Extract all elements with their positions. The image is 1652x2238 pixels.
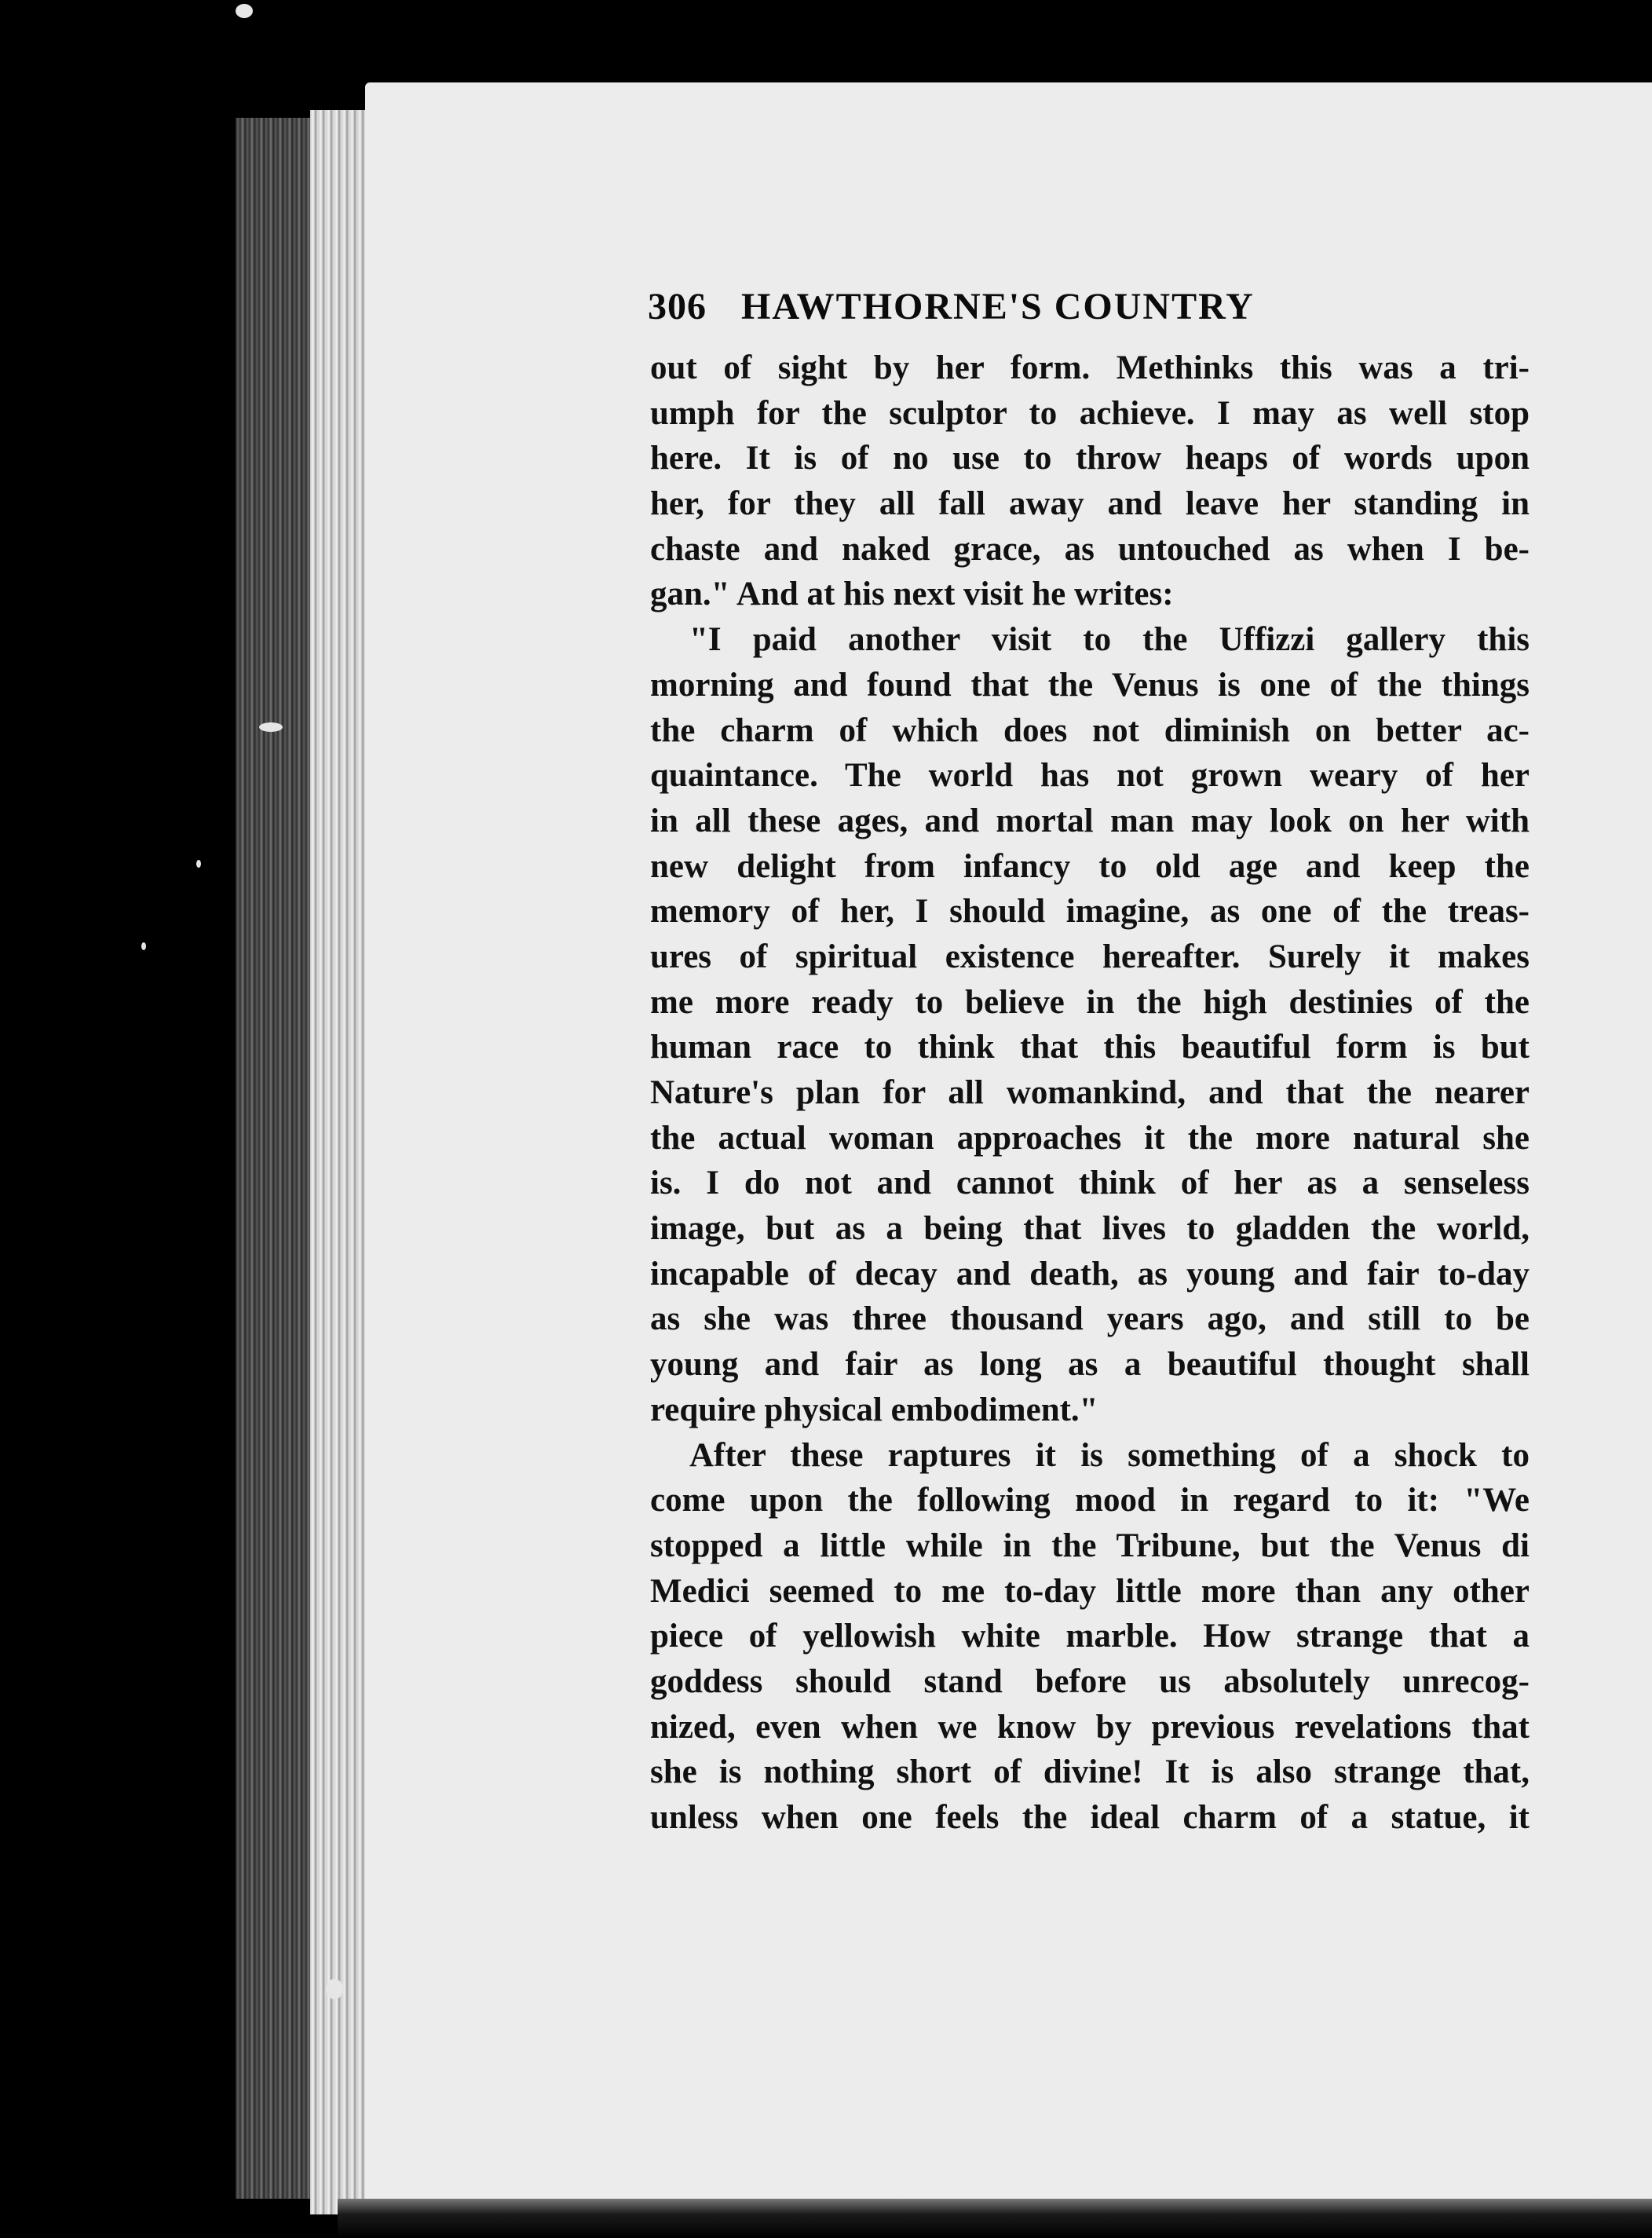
text-line: Nature's plan for all womankind, and that the nearer — [650, 1074, 1530, 1111]
dust-speck — [236, 4, 253, 18]
dust-speck — [141, 942, 146, 950]
text-line: Medici seemed to me to-day little more than any other — [650, 1572, 1530, 1610]
text-line: image, but as a being that lives to gladden the world, — [650, 1210, 1530, 1248]
text-line: "I paid another visit to the Uffizzi gallery this — [689, 621, 1530, 659]
text-line: memory of her, I should imagine, as one of the treas- — [650, 893, 1530, 931]
text-line: human race to think that this beautiful form is but — [650, 1029, 1530, 1066]
text-line: as she was three thousand years ago, and still to be — [650, 1300, 1530, 1338]
text-line: require physical embodiment." — [650, 1391, 1098, 1428]
dust-speck — [196, 860, 201, 868]
text-line: chaste and naked grace, as untouched as when I be- — [650, 530, 1530, 568]
text-line: morning and found that the Venus is one of the things — [650, 666, 1530, 704]
text-line: ures of spiritual existence hereafter. Surely it makes — [650, 938, 1530, 975]
text-line: quaintance. The world has not grown weary of her — [650, 757, 1530, 795]
book-fore-edge — [310, 110, 365, 2214]
text-line: umph for the sculptor to achieve. I may as well stop — [650, 394, 1530, 432]
dust-speck — [326, 1979, 343, 1999]
text-line: goddess should stand before us absolutely unrecog- — [650, 1662, 1530, 1700]
text-line: nized, even when we know by previous revelations that — [650, 1708, 1530, 1746]
text-line: is. I do not and cannot think of her as a senseless — [650, 1165, 1530, 1202]
text-line: unless when one feels the ideal charm of a statue, it — [650, 1799, 1530, 1836]
page-number: 306 — [648, 285, 707, 327]
text-line: the charm of which does not diminish on better ac- — [650, 711, 1530, 749]
text-line: here. It is of no use to throw heaps of words upon — [650, 440, 1530, 477]
text-line: in all these ages, and mortal man may look on her with — [650, 802, 1530, 839]
text-line: After these raptures it is something of a shock to — [689, 1436, 1530, 1474]
body-text — [650, 346, 1530, 1841]
text-line: me more ready to believe in the high destinies of the — [650, 983, 1530, 1021]
text-line: out of sight by her form. Methinks this was a tri- — [650, 349, 1530, 386]
text-line: incapable of decay and death, as young and fair to-day — [650, 1255, 1530, 1293]
text-line: come upon the following mood in regard to it: "We — [650, 1482, 1530, 1519]
text-line: she is nothing short of divine! It is also strange that, — [650, 1753, 1530, 1791]
text-line: her, for they all fall away and leave her standing in — [650, 485, 1530, 523]
text-line: stopped a little while in the Tribune, but the Venus di — [650, 1527, 1530, 1564]
text-line: young and fair as long as a beautiful thought shall — [650, 1346, 1530, 1384]
text-line: piece of yellowish white marble. How strange that a — [650, 1618, 1530, 1655]
text-line: new delight from infancy to old age and keep the — [650, 847, 1530, 885]
running-title: HAWTHORNE'S COUNTRY — [741, 285, 1255, 327]
page-header — [648, 283, 1551, 330]
dust-speck — [259, 722, 283, 732]
page-bottom-shadow — [338, 2199, 1652, 2238]
text-line: gan." And at his next visit he writes: — [650, 576, 1174, 613]
text-line: the actual woman approaches it the more natural she — [650, 1119, 1530, 1157]
